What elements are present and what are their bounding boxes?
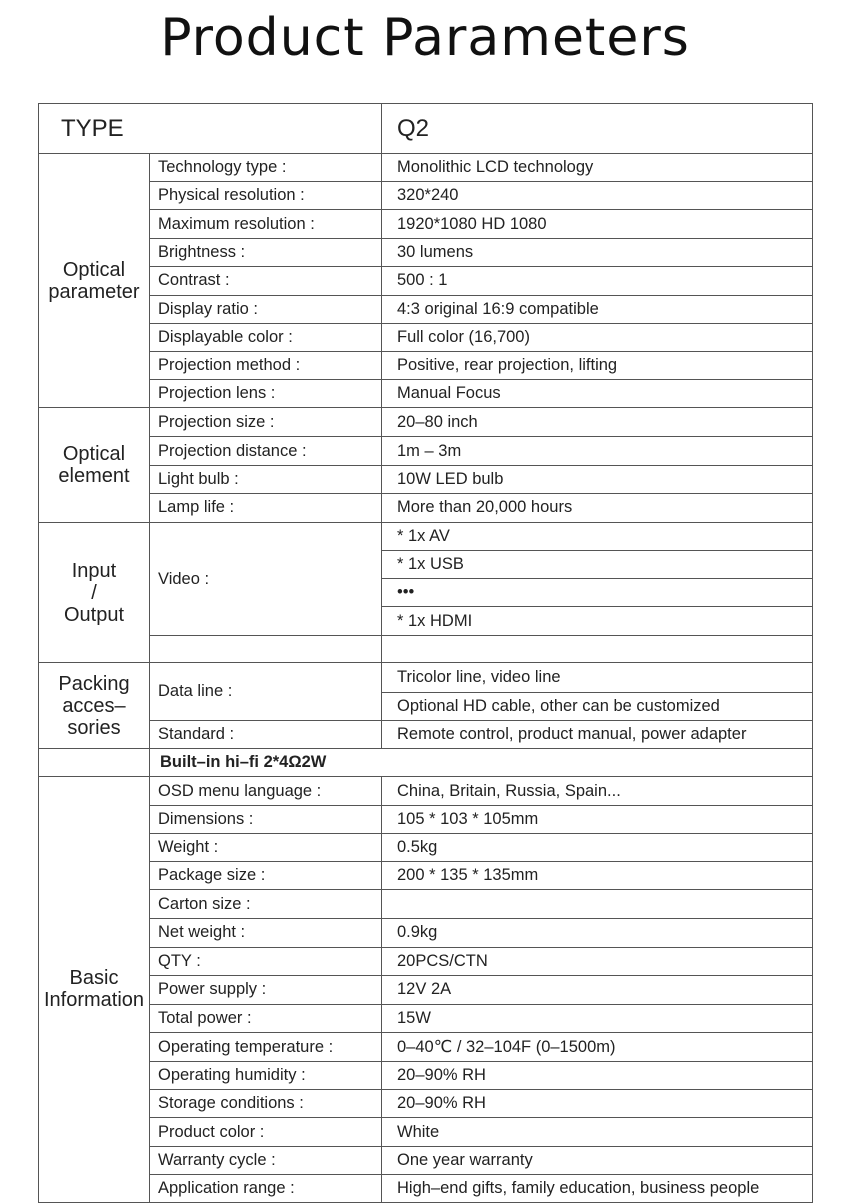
param-value: 30 lumens [382,238,813,266]
param-label: Lamp life : [150,493,382,522]
table-row [39,1118,813,1146]
table-row [39,266,813,295]
param-value: 0.5kg [382,834,813,862]
table-row [39,210,813,238]
empty-cell [150,636,382,663]
video-port-value: * 1x USB [382,550,813,578]
param-value: 20PCS/CTN [382,947,813,975]
param-value: Monolithic LCD technology [382,154,813,182]
table-row [39,806,813,834]
table-row [39,834,813,862]
table-row [39,1062,813,1090]
param-value: China, Britain, Russia, Spain... [382,776,813,805]
group-optical-element: Optical element [39,408,150,523]
param-value: 12V 2A [382,975,813,1004]
table-row [39,1033,813,1062]
video-label: Video : [150,522,382,636]
param-label: Operating temperature : [150,1033,382,1062]
param-value: 10W LED bulb [382,465,813,493]
video-port-value: * 1x HDMI [382,607,813,636]
table-row [39,975,813,1004]
table-row [39,522,813,550]
param-value: 20–90% RH [382,1090,813,1118]
param-label: Projection distance : [150,437,382,465]
param-label: Dimensions : [150,806,382,834]
param-label: Display ratio : [150,295,382,323]
table-row [39,1090,813,1118]
param-label: Product color : [150,1118,382,1146]
param-label: Warranty cycle : [150,1146,382,1174]
param-value: 200 * 135 * 135mm [382,862,813,890]
param-value: High–end gifts, family education, business people [382,1174,813,1202]
video-port-value [382,636,813,663]
page-title: Product Parameters [160,8,690,68]
param-label: Power supply : [150,975,382,1004]
param-value: White [382,1118,813,1146]
param-label: Physical resolution : [150,182,382,210]
table-row [39,947,813,975]
param-label: Projection lens : [150,380,382,408]
param-value: 105 * 103 * 105mm [382,806,813,834]
param-label: Carton size : [150,890,382,918]
param-label: Operating humidity : [150,1062,382,1090]
table-row [39,408,813,437]
param-label: Package size : [150,862,382,890]
group-packing-accessories: Packing acces– sories [39,663,150,748]
table-row [39,238,813,266]
param-label: Application range : [150,1174,382,1202]
param-label: Storage conditions : [150,1090,382,1118]
table-row [39,182,813,210]
type-label: TYPE [39,104,382,154]
table-row [39,323,813,351]
param-label: OSD menu language : [150,776,382,805]
param-label: Contrast : [150,266,382,295]
param-value: 320*240 [382,182,813,210]
data-line-value: Optional HD cable, other can be customized [382,692,813,720]
param-value: One year warranty [382,1146,813,1174]
table-row [39,380,813,408]
table-row [39,1174,813,1202]
model-name: Q2 [382,104,813,154]
param-value: 20–90% RH [382,1062,813,1090]
table-row [39,720,813,748]
param-label: Technology type : [150,154,382,182]
param-label: Light bulb : [150,465,382,493]
data-line-value: Tricolor line, video line [382,663,813,692]
param-value: More than 20,000 hours [382,493,813,522]
table-row [39,748,813,776]
param-label: QTY : [150,947,382,975]
param-value: 500 : 1 [382,266,813,295]
group-input-output: Input / Output [39,522,150,663]
group-basic-information: Basic Information [39,776,150,1202]
table-row [39,890,813,918]
table-row [39,918,813,947]
table-row [39,776,813,805]
param-value: Full color (16,700) [382,323,813,351]
param-value: 4:3 original 16:9 compatible [382,295,813,323]
param-label: Projection size : [150,408,382,437]
table-row [39,352,813,380]
param-label: Total power : [150,1004,382,1032]
param-value: 15W [382,1004,813,1032]
param-label: Projection method : [150,352,382,380]
table-row [39,1146,813,1174]
param-value: 1920*1080 HD 1080 [382,210,813,238]
video-port-value: * 1x AV [382,522,813,550]
table-row [39,663,813,692]
table-row [39,862,813,890]
data-line-label: Data line : [150,663,382,720]
param-label: Brightness : [150,238,382,266]
param-label: Maximum resolution : [150,210,382,238]
param-value [382,890,813,918]
table-row [39,493,813,522]
param-value: 0.9kg [382,918,813,947]
standard-value: Remote control, product manual, power adapter [382,720,813,748]
param-value: 20–80 inch [382,408,813,437]
table-row [39,1004,813,1032]
standard-label: Standard : [150,720,382,748]
table-row [39,465,813,493]
table-row [39,636,813,663]
table-row [39,154,813,182]
param-value: 1m – 3m [382,437,813,465]
param-label: Displayable color : [150,323,382,351]
hifi-note: Built–in hi–fi 2*4Ω2W [150,748,813,776]
param-value: Manual Focus [382,380,813,408]
param-label: Weight : [150,834,382,862]
header-row [39,104,813,154]
group-optical-parameter: Optical parameter [39,154,150,408]
table-row [39,295,813,323]
param-label: Net weight : [150,918,382,947]
param-value: 0–40℃ / 32–104F (0–1500m) [382,1033,813,1062]
empty-cell [39,748,150,776]
param-value: Positive, rear projection, lifting [382,352,813,380]
product-parameters-table [38,103,813,1203]
table-row [39,437,813,465]
video-port-value: ••• [382,579,813,607]
